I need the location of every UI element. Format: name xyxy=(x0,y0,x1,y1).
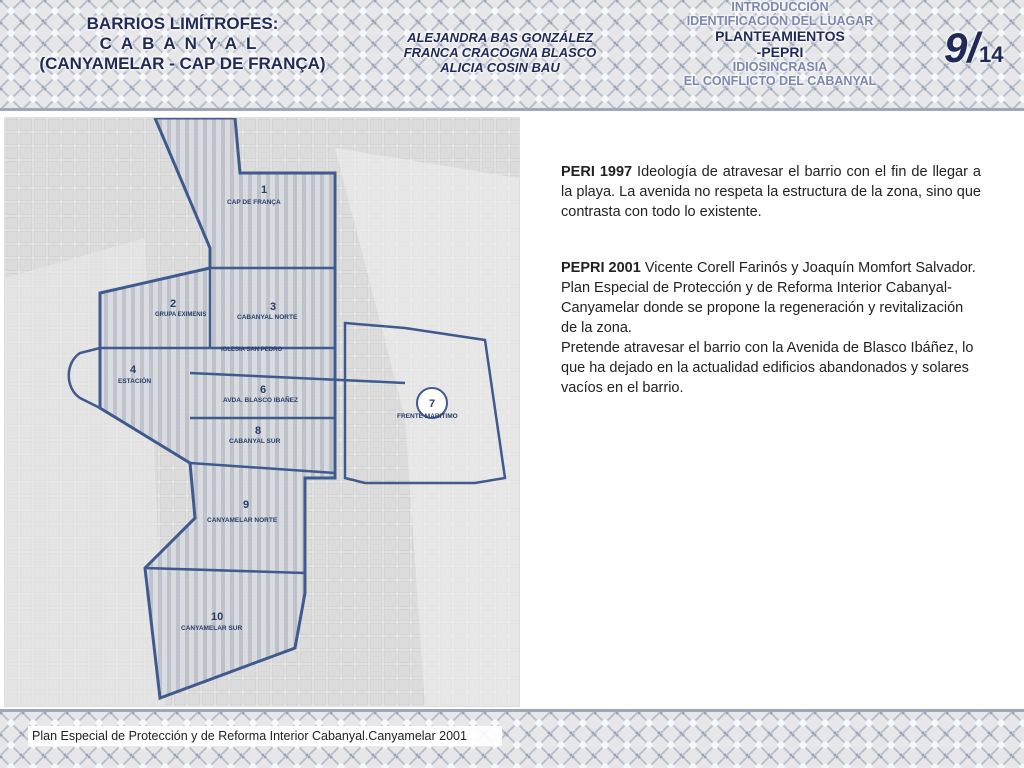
map-caption: Plan Especial de Protección y de Reforma Interior Cabanyal.Canyamelar 2001 xyxy=(28,726,502,746)
pepri-result: Pretende atravesar el barrio con la Avenida de Blasco Ibáñez, lo que ha dejado en la actualidad edificios abandonados y solares vacíos en el barrio. xyxy=(561,340,974,396)
zone-7-name: FRENTE MARITIMO xyxy=(397,413,458,420)
page-separator: / xyxy=(967,24,980,71)
zone-6-number: 6 xyxy=(260,384,267,396)
peri-paragraph xyxy=(561,162,981,222)
section-identificacion[interactable]: IDENTIFICACIÓN DEL LUAGAR xyxy=(686,14,874,28)
map-drawing xyxy=(5,118,519,706)
zone-2-name: GRUPA EXIMENIS xyxy=(155,312,207,318)
barrios-name: CABANYAL xyxy=(99,34,266,53)
footer-banner xyxy=(0,712,1024,768)
zone-10-name: CANYAMELAR SUR xyxy=(181,625,243,632)
section-planteamientos[interactable]: PLANTEAMIENTOS xyxy=(715,28,845,44)
zone-1-number: 1 xyxy=(261,184,268,196)
barrios-title-block xyxy=(10,14,355,74)
barrios-subtitle: (CANYAMELAR - CAP DE FRANÇA) xyxy=(39,54,326,73)
section-introduccion[interactable]: INTRODUCCIÓN xyxy=(731,0,829,14)
pepri-paragraph xyxy=(561,258,981,398)
peri-text: Ideología de atravesar el barrio con el fin de llegar a la playa. La avenida no respeta la estructura de la zona, sino que contrasta con todo lo existente. xyxy=(561,164,981,220)
section-nav xyxy=(640,0,920,88)
pepri-authors: Vicente Corell Farinós y Joaquín Momfort Salvador. xyxy=(640,260,976,276)
section-conflicto[interactable]: EL CONFLICTO DEL CABANYAL xyxy=(683,74,877,88)
zone-4-name: ESTACIÓN xyxy=(118,378,152,385)
page-number xyxy=(944,24,1004,72)
pepri-zone-map xyxy=(4,117,520,707)
header-divider xyxy=(0,108,1024,111)
zone-3-name: CABANYAL NORTE xyxy=(237,314,298,321)
header-banner xyxy=(0,0,1024,108)
peri-label: PERI 1997 xyxy=(561,164,633,180)
author-1: ALEJANDRA BAS GONZÁLEZ xyxy=(407,30,593,45)
zone-9-number: 9 xyxy=(243,499,250,511)
pepri-label: PEPRI 2001 xyxy=(561,260,641,276)
pepri-description xyxy=(561,162,981,416)
zone-6-name: AVDA. BLASCO IBAÑEZ xyxy=(223,397,298,404)
zone-10-number: 10 xyxy=(211,611,224,623)
zone-8-name: CABANYAL SUR xyxy=(229,438,281,445)
zone-4-number: 4 xyxy=(130,364,137,376)
zone-1-name: CAP DE FRANÇA xyxy=(227,199,281,206)
barrios-title: BARRIOS LIMÍTROFES: xyxy=(86,14,279,33)
zone-3-number: 3 xyxy=(270,301,277,313)
zone-2-number: 2 xyxy=(170,298,177,310)
section-pepri[interactable]: -PEPRI xyxy=(756,44,804,60)
zone-7-number: 7 xyxy=(429,398,436,410)
pepri-plan: Plan Especial de Protección y de Reforma Interior Cabanyal-Canyamelar donde se propone la regeneración y revitalización de la zona. xyxy=(561,280,964,336)
authors-block xyxy=(375,30,625,75)
author-2: FRANCA CRACOGNA BLASCO xyxy=(403,45,597,60)
page-total: 14 xyxy=(979,42,1004,67)
zone-5-name: IGLESIA SAN PEDRO xyxy=(221,347,283,353)
section-idiosincrasia[interactable]: IDIOSINCRASIA xyxy=(732,60,828,74)
author-3: ALICIA COSIN BAU xyxy=(440,60,560,75)
zone-9-name: CANYAMELAR NORTE xyxy=(207,517,278,524)
page-current: 9 xyxy=(944,24,968,71)
zone-8-number: 8 xyxy=(255,425,262,437)
